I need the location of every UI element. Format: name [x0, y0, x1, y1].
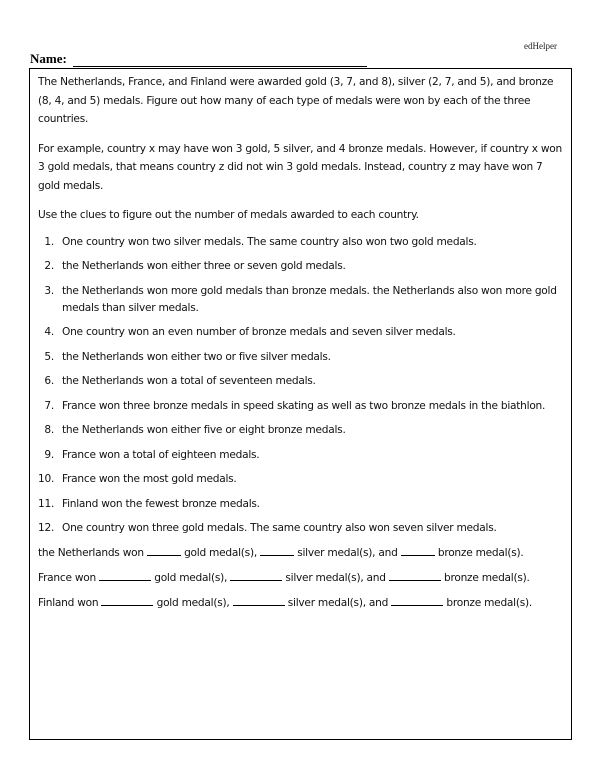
clue-text: France won a total of eighteen medals.: [62, 448, 260, 461]
clue-item: [38, 471, 564, 488]
clue-number: 4.: [44, 326, 54, 338]
clue-item: [38, 496, 564, 513]
silver-label: silver medal(s), and: [297, 546, 398, 559]
name-label: Name:: [30, 51, 67, 66]
clue-text: Finland won the fewest bronze medals.: [62, 497, 260, 510]
gold-label: gold medal(s),: [184, 546, 257, 559]
silver-answer-blank[interactable]: [230, 570, 282, 581]
bronze-label: bronze medal(s).: [446, 596, 533, 609]
bronze-answer-blank[interactable]: [389, 570, 441, 581]
clue-number: 9.: [44, 448, 54, 461]
clue-item: [38, 349, 564, 366]
clue-item: [38, 234, 564, 251]
bronze-answer-blank[interactable]: [391, 595, 443, 606]
clue-number: 6.: [44, 375, 54, 387]
clue-text: the Netherlands won either five or eight bronze medals.: [62, 424, 346, 436]
gold-label: gold medal(s),: [156, 596, 230, 609]
clue-text: the Netherlands won more gold medals than bronze medals. the Netherlands also won more gold medals than silver medals.: [62, 284, 557, 314]
answer-row-france: [38, 570, 564, 587]
gold-answer-blank[interactable]: [99, 570, 151, 581]
name-row: [30, 51, 367, 67]
gold-answer-blank[interactable]: [101, 595, 153, 606]
country-label: France won: [38, 571, 96, 584]
brand-label: edHelper: [524, 41, 557, 51]
clue-number: 10.: [38, 473, 55, 485]
clue-item: [38, 520, 564, 537]
clue-text: One country won two silver medals. The same country also won two gold medals.: [62, 235, 477, 248]
clue-text: the Netherlands won a total of seventeen medals.: [62, 375, 316, 387]
silver-answer-blank[interactable]: [233, 595, 285, 606]
clue-number: 12.: [38, 522, 55, 534]
bronze-label: bronze medal(s).: [437, 546, 524, 559]
clue-item: [38, 258, 564, 275]
silver-answer-blank[interactable]: [260, 545, 294, 556]
clue-item: [38, 447, 564, 464]
clue-item: [38, 422, 564, 439]
clue-text: France won the most gold medals.: [62, 473, 237, 485]
bronze-label: bronze medal(s).: [444, 571, 530, 584]
clue-text: the Netherlands won either three or seven gold medals.: [62, 260, 346, 272]
clue-text: France won three bronze medals in speed skating as well as two bronze medals in the biathlon.: [62, 399, 546, 412]
intro-paragraph: The Netherlands, France, and Finland were awarded gold (3, 7, and 8), silver (2, 7, and 5), and bronze (8, 4, and 5) medals. Figure out how many of each type of medals were won by each of the three countries.: [38, 76, 554, 125]
clue-item: [38, 283, 564, 317]
example-paragraph: For example, country x may have won 3 gold, 5 silver, and 4 bronze medals. However, if country x won 3 gold medals, that means country z did not win 3 gold medals. Instead, country z may have won 7 gold medals.: [38, 142, 562, 192]
country-label: Finland won: [38, 596, 99, 609]
clue-number: 5.: [44, 350, 54, 363]
clue-number: 1.: [44, 235, 54, 248]
clue-text: One country won an even number of bronze medals and seven silver medals.: [62, 326, 456, 338]
gold-answer-blank[interactable]: [147, 545, 181, 556]
clue-item: [38, 398, 564, 415]
country-label: the Netherlands won: [38, 546, 144, 559]
answer-row-finland: [38, 595, 564, 612]
answer-row-netherlands: [38, 545, 564, 562]
instructions-paragraph: Use the clues to figure out the number of medals awarded to each country.: [38, 209, 419, 221]
clue-number: 2.: [44, 260, 54, 272]
clue-number: 3.: [44, 284, 54, 297]
name-field[interactable]: [73, 54, 367, 67]
clue-number: 11.: [38, 497, 55, 510]
clue-list: [38, 234, 564, 538]
clue-text: the Netherlands won either two or five silver medals.: [62, 350, 331, 363]
worksheet-content: [38, 73, 564, 620]
clue-item: [38, 324, 564, 341]
clue-item: [38, 373, 564, 390]
silver-label: silver medal(s), and: [287, 596, 389, 609]
clue-number: 7.: [44, 399, 54, 412]
clue-text: One country won three gold medals. The same country also won seven silver medals.: [62, 522, 497, 534]
bronze-answer-blank[interactable]: [401, 545, 435, 556]
silver-label: silver medal(s), and: [285, 571, 386, 584]
clue-number: 8.: [44, 424, 54, 436]
gold-label: gold medal(s),: [154, 571, 228, 584]
